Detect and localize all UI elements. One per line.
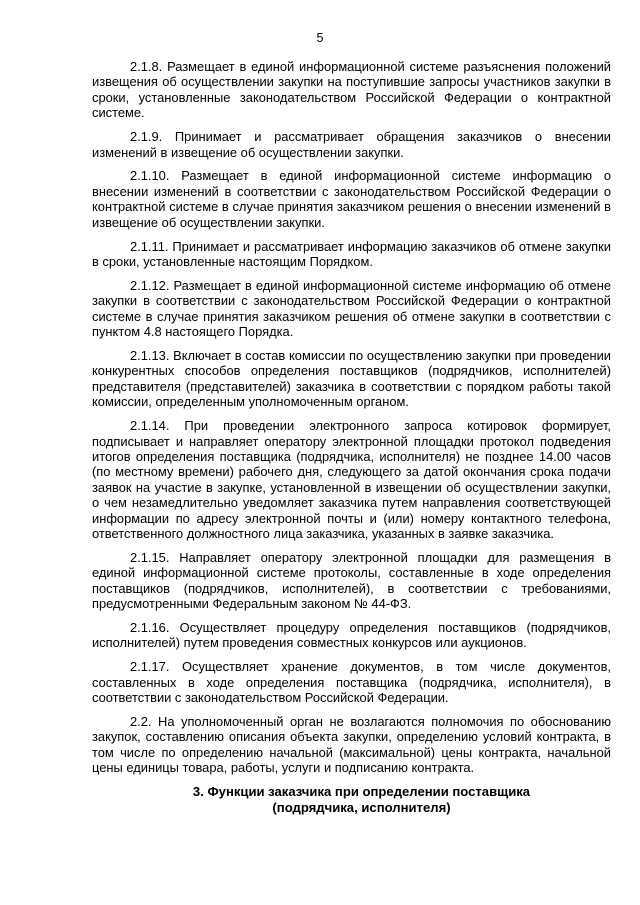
paragraph-2-1-15: 2.1.15. Направляет оператору электронной площадки для размещения в единой информационной системе протоколы, составленные в ходе определения поставщиков (подрядчиков, исполнителей), в соответствии с требованиями, предусмотренными Федеральным законом № 44-ФЗ. bbox=[92, 549, 611, 612]
paragraph-2-1-16: 2.1.16. Осуществляет процедуру определения поставщиков (подрядчиков, исполнителей) путем проведения совместных конкурсов или аукционов. bbox=[92, 620, 611, 651]
section-heading-line-1: 3. Функции заказчика при определении поставщика bbox=[192, 784, 531, 800]
paragraph-2-1-17: 2.1.17. Осуществляет хранение документов, в том числе документов, составленных в ходе определения поставщика (подрядчика, исполнителя), в соответствии с законодательством Российской Федерации. bbox=[92, 659, 611, 706]
paragraph-2-1-13: 2.1.13. Включает в состав комиссии по осуществлению закупки при проведении конкурентных способов определения поставщиков (подрядчиков, исполнителей) представителя (представителей) заказчика в соответствии с порядком работы такой комиссии, определенным уполномоченным органом. bbox=[92, 348, 611, 410]
section-heading bbox=[92, 784, 611, 815]
paragraph-2-1-14: 2.1.14. При проведении электронного запроса котировок формирует, подписывает и направляет оператору электронной площадки протокол подведения итогов определения поставщика (подрядчика, исполнителя) не позднее 14.00 часов (по местному времени) рабочего дня, следующего за датой окончания срока подачи заявок на участие в закупке, установленной в извещении об осуществлении закупки, о чем незамедлительно уведомляет заказчика путем направления соответствующей информации по адресу электронной почты и (или) номеру контактного телефона, ответственного должностного лица заказчика, указанных в заявке заказчика. bbox=[92, 418, 611, 541]
paragraph-2-1-12: 2.1.12. Размещает в единой информационной системе информацию об отмене закупки в соответствии с законодательством Российской Федерации о контрактной системе в случае принятия заказчиком решения об отмене закупки в соответствии с пунктом 4.8 настоящего Порядка. bbox=[92, 277, 611, 340]
paragraph-2-1-11: 2.1.11. Принимает и рассматривает информацию заказчиков об отмене закупки в сроки, установленные настоящим Порядком. bbox=[92, 238, 611, 269]
document-body bbox=[92, 59, 611, 815]
paragraph-2-2: 2.2. На уполномоченный орган не возлагаются полномочия по обоснованию закупок, составлению описания объекта закупки, определению условий контракта, в том числе по определению начальной (максимальной) цены контракта, начальной цены единицы товара, работы, услуги и подписанию контракта. bbox=[92, 714, 611, 776]
page-number: 5 bbox=[316, 31, 324, 45]
section-heading-line-2: (подрядчика, исполнителя) bbox=[272, 799, 451, 815]
paragraph-2-1-9: 2.1.9. Принимает и рассматривает обращения заказчиков о внесении изменений в извещение об осуществлении закупки. bbox=[92, 129, 611, 160]
paragraph-2-1-8: 2.1.8. Размещает в единой информационной системе разъяснения положений извещения об осуществлении закупки на поступившие запросы участников закупки в сроки, установленные законодательством Российской Федерации о контрактной системе. bbox=[92, 59, 611, 121]
paragraph-2-1-10: 2.1.10. Размещает в единой информационной системе информацию о внесении изменений в соответствии с законодательством Российской Федерации о контрактной системе в случае принятия заказчиком решения о внесении изменений в извещение об осуществлении закупки. bbox=[92, 168, 611, 230]
